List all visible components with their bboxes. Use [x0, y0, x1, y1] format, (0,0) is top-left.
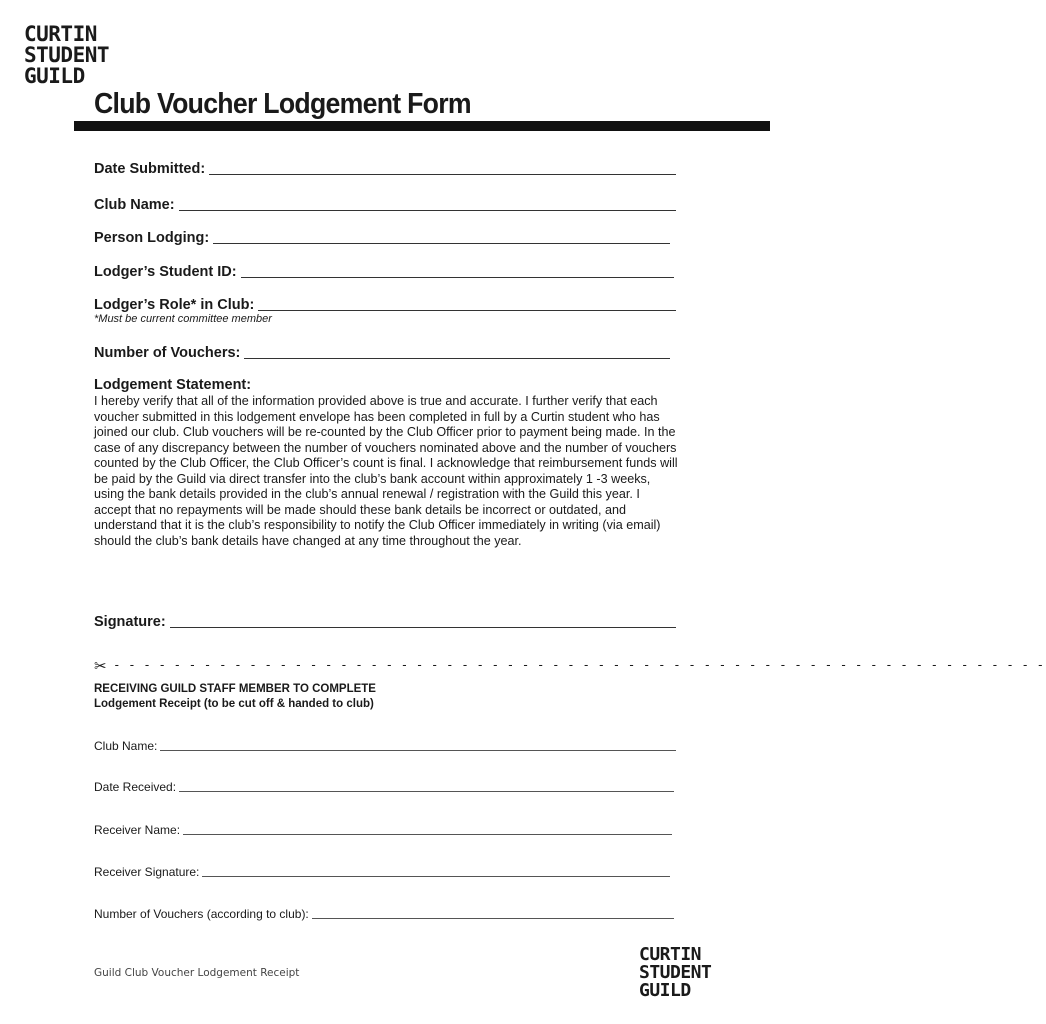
- num-vouchers-label: Number of Vouchers:: [94, 345, 241, 361]
- club-name-field[interactable]: [94, 196, 676, 213]
- date-submitted-line[interactable]: [209, 160, 676, 175]
- receiver-signature-line[interactable]: [202, 865, 670, 877]
- receipt-club-name-label: Club Name:: [94, 739, 158, 753]
- logo-line-1: CURTIN: [24, 22, 97, 46]
- cut-dashes: - - - - - - - - - - - - - - - - - - - - - - - - - - - - - - - - - - - - - - - - - - - - - - - - - - - - - - - - - - - - - -: [114, 657, 1046, 672]
- curtin-student-guild-logo: [24, 24, 109, 87]
- receipt-subheading: Lodgement Receipt (to be cut off & handed to club): [94, 698, 374, 710]
- student-id-line[interactable]: [241, 263, 674, 278]
- footer-logo-line-1: CURTIN: [639, 944, 702, 965]
- signature-field[interactable]: [94, 613, 676, 630]
- logo-line-2: STUDENT: [24, 43, 110, 67]
- title-rule: [74, 121, 770, 131]
- receiver-name-field[interactable]: [94, 823, 672, 837]
- receipt-heading: RECEIVING GUILD STAFF MEMBER TO COMPLETE: [94, 683, 376, 695]
- curtin-student-guild-logo-footer: [639, 946, 711, 1000]
- club-name-line[interactable]: [179, 196, 676, 211]
- receiver-name-line[interactable]: [183, 823, 672, 835]
- receipt-num-vouchers-line[interactable]: [312, 907, 674, 919]
- student-id-field[interactable]: [94, 263, 674, 280]
- receiver-signature-field[interactable]: [94, 865, 670, 879]
- num-vouchers-field[interactable]: [94, 344, 670, 361]
- receipt-club-name-field[interactable]: [94, 739, 676, 753]
- person-lodging-label: Person Lodging:: [94, 230, 210, 246]
- role-field[interactable]: [94, 296, 676, 313]
- role-line[interactable]: [258, 296, 676, 311]
- footer-text: Guild Club Voucher Lodgement Receipt: [94, 967, 300, 979]
- role-note: *Must be current committee member: [94, 313, 272, 325]
- role-label: Lodger’s Role* in Club:: [94, 297, 255, 313]
- receipt-num-vouchers-label: Number of Vouchers (according to club):: [94, 907, 309, 921]
- date-received-line[interactable]: [179, 780, 674, 792]
- person-lodging-field[interactable]: [94, 229, 670, 246]
- receiver-signature-label: Receiver Signature:: [94, 865, 200, 879]
- footer-logo-line-2: STUDENT: [639, 962, 712, 983]
- statement-body: I hereby verify that all of the information provided above is true and accurate. I further verify that each voucher submitted in this lodgement envelope has been completed in full by a Curtin student who has joined our club. Club vouchers will be re-counted by the Club Officer prior to payment being made. In the case of any discrepancy between the number of vouchers nominated above and the number of vouchers counted by the Club Officer, the Club Officer’s count is final. I acknowledge that reimbursement funds will be paid by the Guild via direct transfer into the club’s bank account within approximately 1 -3 weeks, using the bank details provided in the club’s annual renewal / registration with the Guild this year. I accept that no repayments will be made should these bank details be incorrect or outdated, and understand that it is the club’s responsibility to notify the Club Officer immediately in writing (via email) should the club’s bank details have changed at any time throughout the year.: [94, 394, 678, 548]
- logo-line-3: GUILD: [24, 64, 85, 88]
- signature-label: Signature:: [94, 614, 166, 630]
- num-vouchers-line[interactable]: [244, 344, 670, 359]
- cut-line: [94, 657, 1046, 675]
- footer-logo-line-3: GUILD: [639, 980, 691, 1001]
- signature-line[interactable]: [170, 613, 676, 628]
- receipt-num-vouchers-field[interactable]: [94, 907, 674, 921]
- receipt-club-name-line[interactable]: [160, 739, 676, 751]
- date-received-label: Date Received:: [94, 780, 177, 794]
- receiver-name-label: Receiver Name:: [94, 823, 181, 837]
- person-lodging-line[interactable]: [213, 229, 670, 244]
- club-name-label: Club Name:: [94, 197, 175, 213]
- date-received-field[interactable]: [94, 780, 674, 794]
- scissors-icon: ✂: [94, 658, 107, 675]
- date-submitted-field[interactable]: [94, 160, 676, 177]
- statement-heading: Lodgement Statement:: [94, 377, 252, 393]
- date-submitted-label: Date Submitted:: [94, 161, 206, 177]
- student-id-label: Lodger’s Student ID:: [94, 264, 237, 280]
- form-title: Club Voucher Lodgement Form: [94, 88, 471, 120]
